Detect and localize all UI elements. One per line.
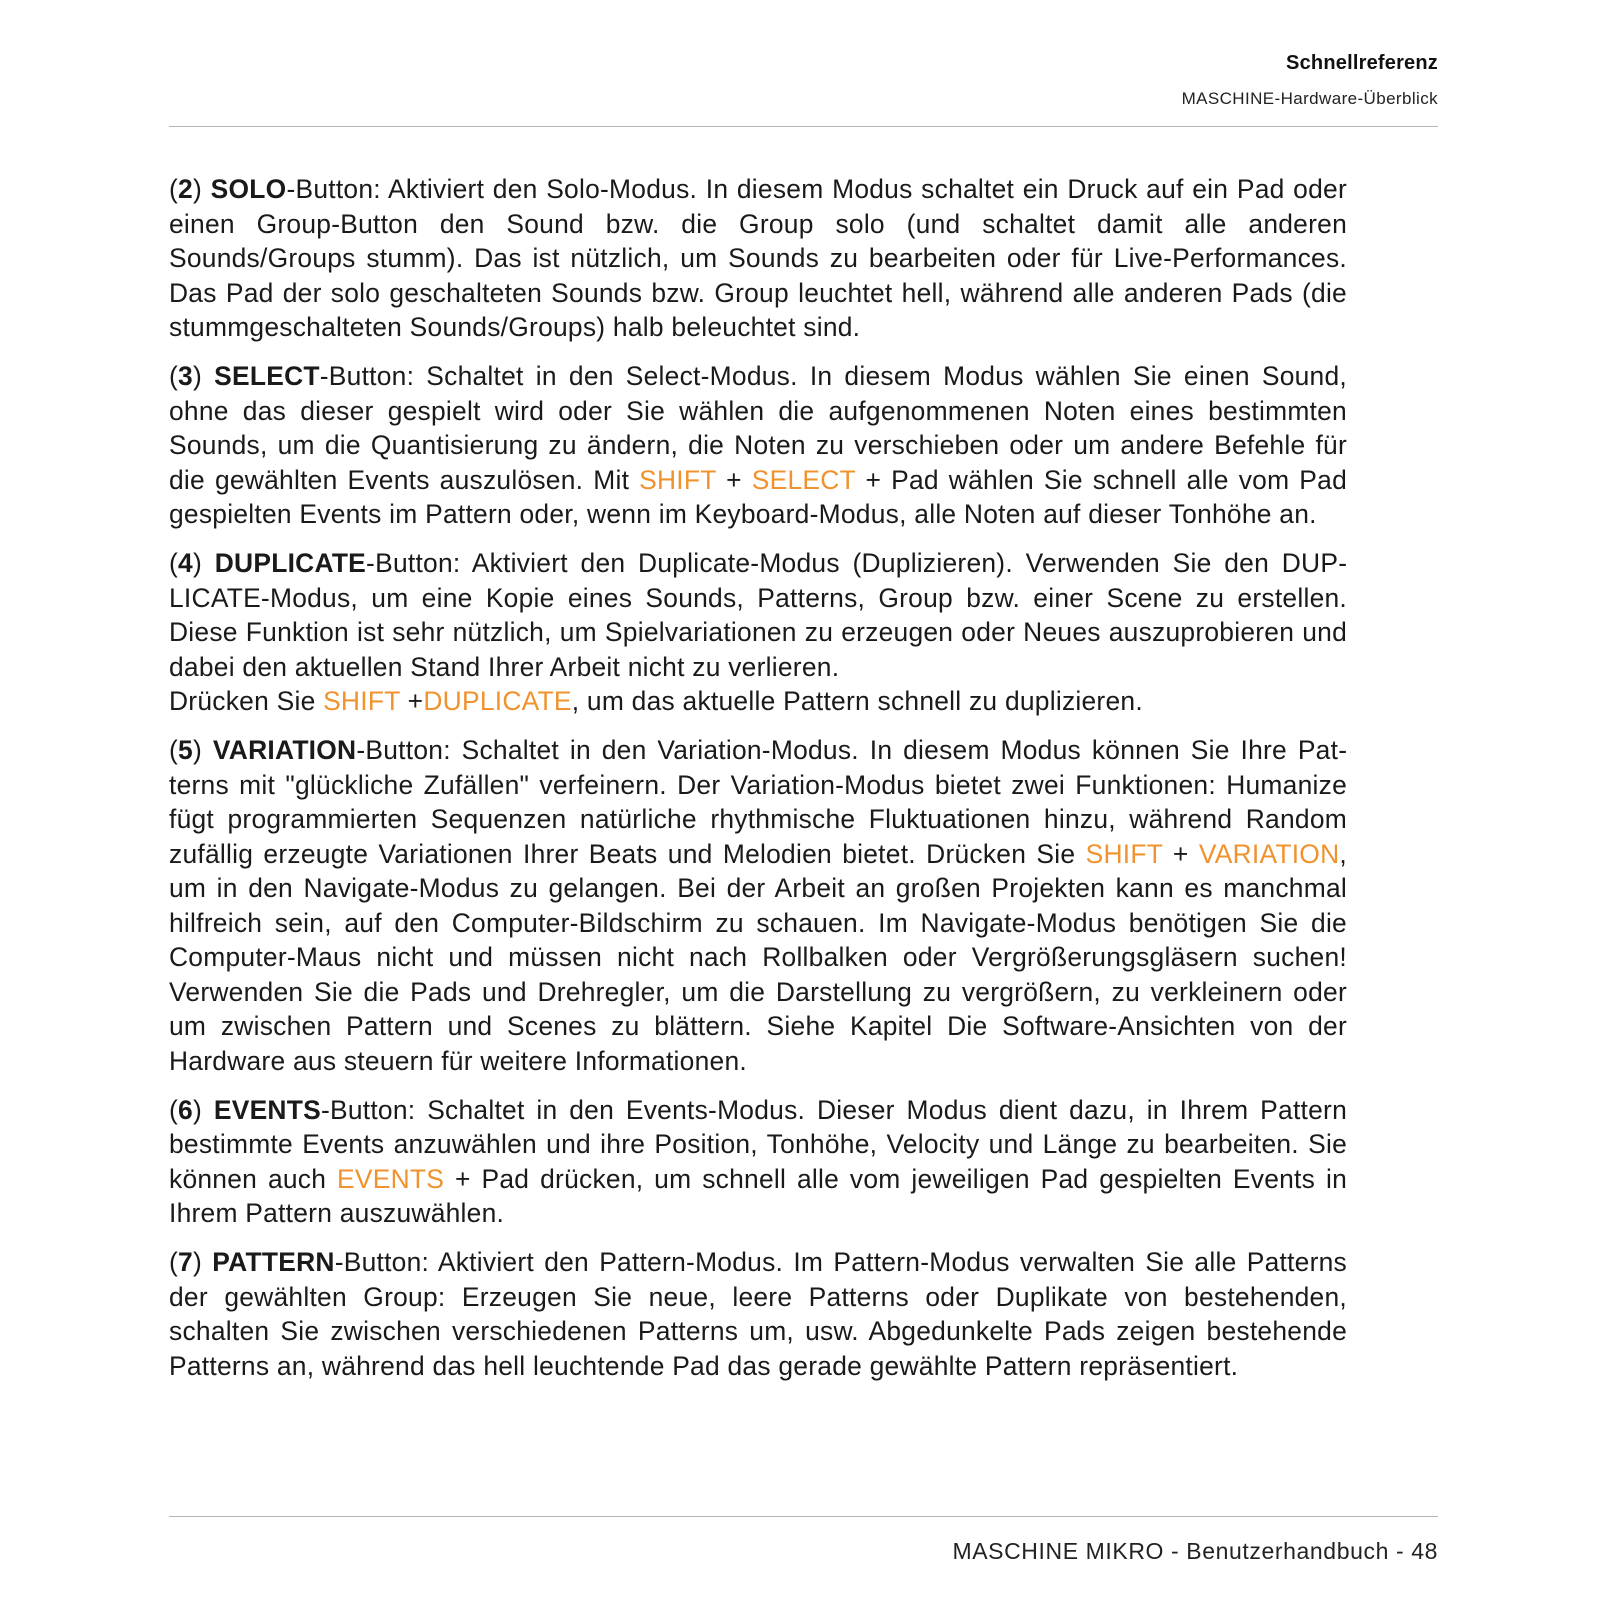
button-name-events: EVENTS — [213, 1094, 321, 1125]
item-number: 2 — [178, 174, 193, 204]
paragraph-select: (3) SELECT-Button: Schaltet in den Select-Modus. In diesem Modus wählen Sie einen Sound, ohne das dieser gespielt wird oder Sie wählen die aufgenommenen Noten eines bestimmten Sounds, um die Quantisierung zu ändern, die Noten zu verschieben oder um andere Befehle für die gewählten Events auszulösen. Mit SHIFT + SELECT + Pad wählen Sie schnell alle vom Pad gespielten Events im Pattern oder, wenn im Keyboard-Modus, alle Noten auf dieser Tonhöhe an. — [169, 361, 1347, 529]
header-divider — [169, 126, 1438, 127]
item-number: 4 — [178, 548, 193, 578]
paragraph-duplicate: (4) DUPLICATE-Button: Aktiviert den Duplicate-Modus (Duplizieren). Verwenden Sie den DUPLICATE-Modus, um eine Kopie eines Sounds, Patterns, Group bzw. einer Scene zu erstellen. Diese Funktion ist sehr nützlich, um Spielvariationen zu erzeugen oder Neues auszuprobieren und dabei den aktuellen Stand Ihrer Arbeit nicht zu verlieren. — [169, 548, 1347, 682]
highlight-select: SELECT — [751, 464, 856, 495]
button-name-variation: VARIATION — [212, 735, 357, 765]
page-header — [1182, 52, 1438, 109]
text: -Button: Aktiviert den Pattern-Modus. Im Pattern-Modus verwalten Sie alle Patterns der gewählten Group: Erzeugen Sie neue, leere Patterns oder Duplikate von bestehenden, schalten Sie zwischen verschiedenen Patterns um, usw. Abgedunkelte Pads zeigen bestehende Patterns an, während das hell leuchtende Pad das gerade gewählte Pattern repräsentiert. — [169, 1247, 1348, 1381]
button-name-duplicate: DUPLICATE — [214, 548, 367, 578]
highlight-duplicate: DUPLICATE — [423, 686, 572, 716]
text: , um das aktuelle Pattern schnell zu duplizieren. — [571, 686, 1143, 716]
highlight-shift: SHIFT — [323, 686, 401, 716]
text: + Pad wählen Sie schnell alle vom Pad gespielten Events im Pattern oder, wenn im Keyboard-Modus, alle Noten auf dieser Tonhöhe an. — [169, 464, 1347, 529]
highlight-events: EVENTS — [337, 1163, 445, 1194]
paragraph-solo: (2) SOLO-Button: Aktiviert den Solo-Modus. In diesem Modus schaltet ein Druck auf ein Pad oder einen Group-Button den Sound bzw. die Group solo (und schaltet damit alle anderen Sounds/Groups stumm). Das ist nützlich, um Sounds zu bearbeiten oder für Live-Performances. Das Pad der solo geschalteten Sounds bzw. Group leuchtet hell, während alle anderen Pads (die stummgeschalteten Sounds/Groups) halb beleuchtet sind. — [169, 174, 1348, 342]
paragraph-duplicate-shortcut — [169, 684, 1347, 719]
text: -Button: Schaltet in den Events-Modus. Dieser Modus dient dazu, in Ihrem Pattern bestimmte Events anzuwählen und ihre Position, Tonhöhe, Velocity und Länge zu bearbeiten. Sie können auch — [169, 1094, 1347, 1194]
button-name-pattern: PATTERN — [212, 1247, 335, 1277]
section-subtitle: MASCHINE-Hardware-Überblick — [1181, 89, 1438, 108]
item-number: 6 — [178, 1094, 193, 1125]
text: + — [1162, 838, 1199, 869]
item-number: 3 — [178, 361, 193, 391]
button-name-solo: SOLO — [210, 174, 287, 204]
page-footer: MASCHINE MIKRO - Benutzerhandbuch - 48 — [952, 1538, 1438, 1564]
paragraph-events: (6) EVENTS-Button: Schaltet in den Events-Modus. Dieser Modus dient dazu, in Ihrem Pattern bestimmte Events anzuwählen und ihre Position, Tonhöhe, Velocity und Länge zu bearbeiten. Sie können auch EVENTS + Pad drücken, um schnell alle vom jeweiligen Pad gespielten Events in Ihrem Pattern auszuwählen. — [169, 1094, 1347, 1228]
item-number: 7 — [178, 1247, 193, 1277]
text: + Pad drücken, um schnell alle vom jeweiligen Pad gespielten Events in Ihrem Pattern auszuwählen. — [169, 1163, 1347, 1228]
text: -Button: Aktiviert den Duplicate-Modus (Duplizieren). Verwenden Sie den DUPLICATE-Modus, um eine Kopie eines Sounds, Patterns, Group bzw. einer Scene zu erstellen. Diese Funktion ist sehr nützlich, um Spielvariationen zu erzeugen oder Neues auszuprobieren und dabei den aktuellen Stand Ihrer Arbeit nicht zu verlieren. — [169, 548, 1347, 682]
highlight-shift: SHIFT — [639, 464, 717, 495]
highlight-shift: SHIFT — [1085, 838, 1163, 869]
item-number: 5 — [178, 735, 193, 765]
section-title: Schnellreferenz — [1286, 52, 1438, 74]
text: , um in den Navigate-Modus zu gelangen. Bei der Arbeit an großen Projekten kann es manchmal hilfreich sein, auf den Computer-Bildschirm zu schauen. Im Navigate-Modus benötigen Sie die Computer-Maus nicht und müssen nicht nach Rollbalken oder Vergrößerungsgläsern suchen! Verwenden Sie die Pads und Drehregler, um die Darstellung zu vergrößern, zu verkleinern oder um zwischen Pattern und Scenes zu blättern. Siehe Kapitel Die Software-Ansichten von der Hardware aus steuern für weitere Informationen. — [169, 838, 1347, 1076]
footer-divider — [169, 1516, 1438, 1517]
text: -Button: Aktiviert den Solo-Modus. In diesem Modus schaltet ein Druck auf ein Pad oder einen Group-Button den Sound bzw. die Group solo (und schaltet damit alle anderen Sounds/Groups stumm). Das ist nützlich, um Sounds zu bearbeiten oder für Live-Performances. Das Pad der solo geschalteten Sounds bzw. Group leuchtet hell, während alle anderen Pads (die stummgeschalteten Sounds/Groups) halb beleuchtet sind. — [169, 174, 1348, 342]
text: -Button: Schaltet in den Variation-Modus. In diesem Modus können Sie Ihre Patterns mit "glückliche Zufällen" verfeinern. Der Variation-Modus bietet zwei Funktionen: Humanize fügt programmierten Sequenzen natürliche rhythmische Fluktuationen hinzu, während Random zufällig erzeugte Variationen Ihrer Beats und Melodien bietet. Drücken Sie — [169, 735, 1347, 869]
button-name-select: SELECT — [214, 361, 320, 391]
paragraph-variation: (5) VARIATION-Button: Schaltet in den Variation-Modus. In diesem Modus können Sie Ihre Patterns mit "glückliche Zufällen" verfeinern. Der Variation-Modus bietet zwei Funktionen: Humanize fügt programmierten Sequenzen natürliche rhythmische Fluktuationen hinzu, während Random zufällig erzeugte Variationen Ihrer Beats und Melodien bietet. Drücken Sie SHIFT + VARIATION, um in den Navigate-Modus zu gelangen. Bei der Arbeit an großen Projekten kann es manchmal hilfreich sein, auf den Computer-Bildschirm zu schauen. Im Navigate-Modus benötigen Sie die Computer-Maus nicht und müssen nicht nach Rollbalken oder Vergrößerungsgläsern suchen! Verwenden Sie die Pads und Drehregler, um die Darstellung zu vergrößern, zu verkleinern oder um zwischen Pattern und Scenes zu blättern. Siehe Kapitel Die Software-Ansichten von der Hardware aus steuern für weitere Informationen. — [169, 735, 1347, 1076]
paragraph-pattern: (7) PATTERN-Button: Aktiviert den Pattern-Modus. Im Pattern-Modus verwalten Sie alle Patterns der gewählten Group: Erzeugen Sie neue, leere Patterns oder Duplikate von bestehenden, schalten Sie zwischen verschiedenen Patterns um, usw. Abgedunkelte Pads zeigen bestehende Patterns an, während das hell leuchtende Pad das gerade gewählte Pattern repräsentiert. — [169, 1247, 1348, 1381]
text: -Button: Schaltet in den Select-Modus. In diesem Modus wählen Sie einen Sound, ohne das dieser gespielt wird oder Sie wählen die aufgenommenen Noten eines bestimmten Sounds, um die Quantisierung zu ändern, die Noten zu verschieben oder um andere Befehle für die gewählten Events auszulösen. Mit — [169, 361, 1347, 495]
highlight-variation: VARIATION — [1198, 838, 1340, 869]
body-text — [169, 172, 1347, 1398]
text: Drücken Sie — [169, 686, 324, 716]
text: + — [716, 464, 752, 495]
text: + — [400, 686, 424, 716]
